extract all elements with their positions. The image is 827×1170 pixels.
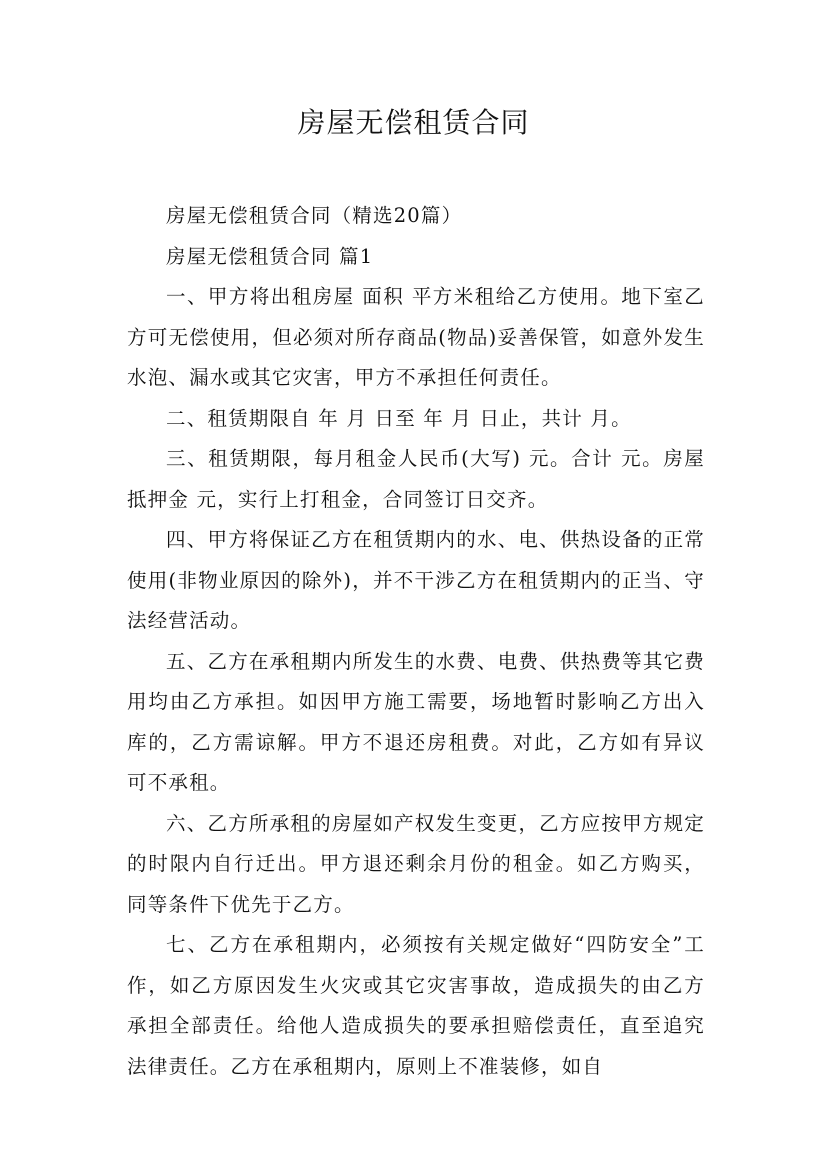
document-body: [127, 196, 705, 1087]
clause-5: 五、乙方在承租期内所发生的水费、电费、供热费等其它费用均由乙方承担。如因甲方施工需要，场地暂时影响乙方出入库的，乙方需谅解。甲方不退还房租费。对此，乙方如有异议可不承租。: [127, 649, 705, 794]
clause-3: 三、租赁期限，每月租金人民币(大写) 元。合计 元。房屋抵押金 元，实行上打租金，合同签订日交齐。: [127, 447, 705, 511]
subtitle-paragraph: 房屋无偿租赁合同（精选20篇）: [166, 204, 463, 227]
clause-4: 四、甲方将保证乙方在租赁期内的水、电、供热设备的正常使用(非物业原因的除外)，并不干涉乙方在租赁期内的正当、守法经营活动。: [127, 528, 705, 632]
clause-6: 六、乙方所承租的房屋如产权发生变更，乙方应按甲方规定的时限内自行迁出。甲方退还剩余月份的租金。如乙方购买，同等条件下优先于乙方。: [127, 811, 705, 916]
clause-7: 七、乙方在承租期内，必须按有关规定做好“四防安全”工作，如乙方原因发生火灾或其它灾害事故，造成损失的由乙方承担全部责任。给他人造成损失的要承担赔偿责任，直至追究法律责任。乙方在承租期内，原则上不准装修，如自: [127, 933, 705, 1078]
clause-1: 一、甲方将出租房屋 面积 平方米租给乙方使用。地下室乙方可无偿使用，但必须对所存商品(物品)妥善保管，如意外发生水泡、漏水或其它灾害，甲方不承担任何责任。: [127, 285, 705, 389]
clause-2: 二、租赁期限自 年 月 日至 年 月 日止，共计 月。: [166, 406, 632, 430]
section-heading: 房屋无偿租赁合同 篇1: [166, 244, 374, 268]
document-title: 房屋无偿租赁合同: [297, 106, 530, 139]
